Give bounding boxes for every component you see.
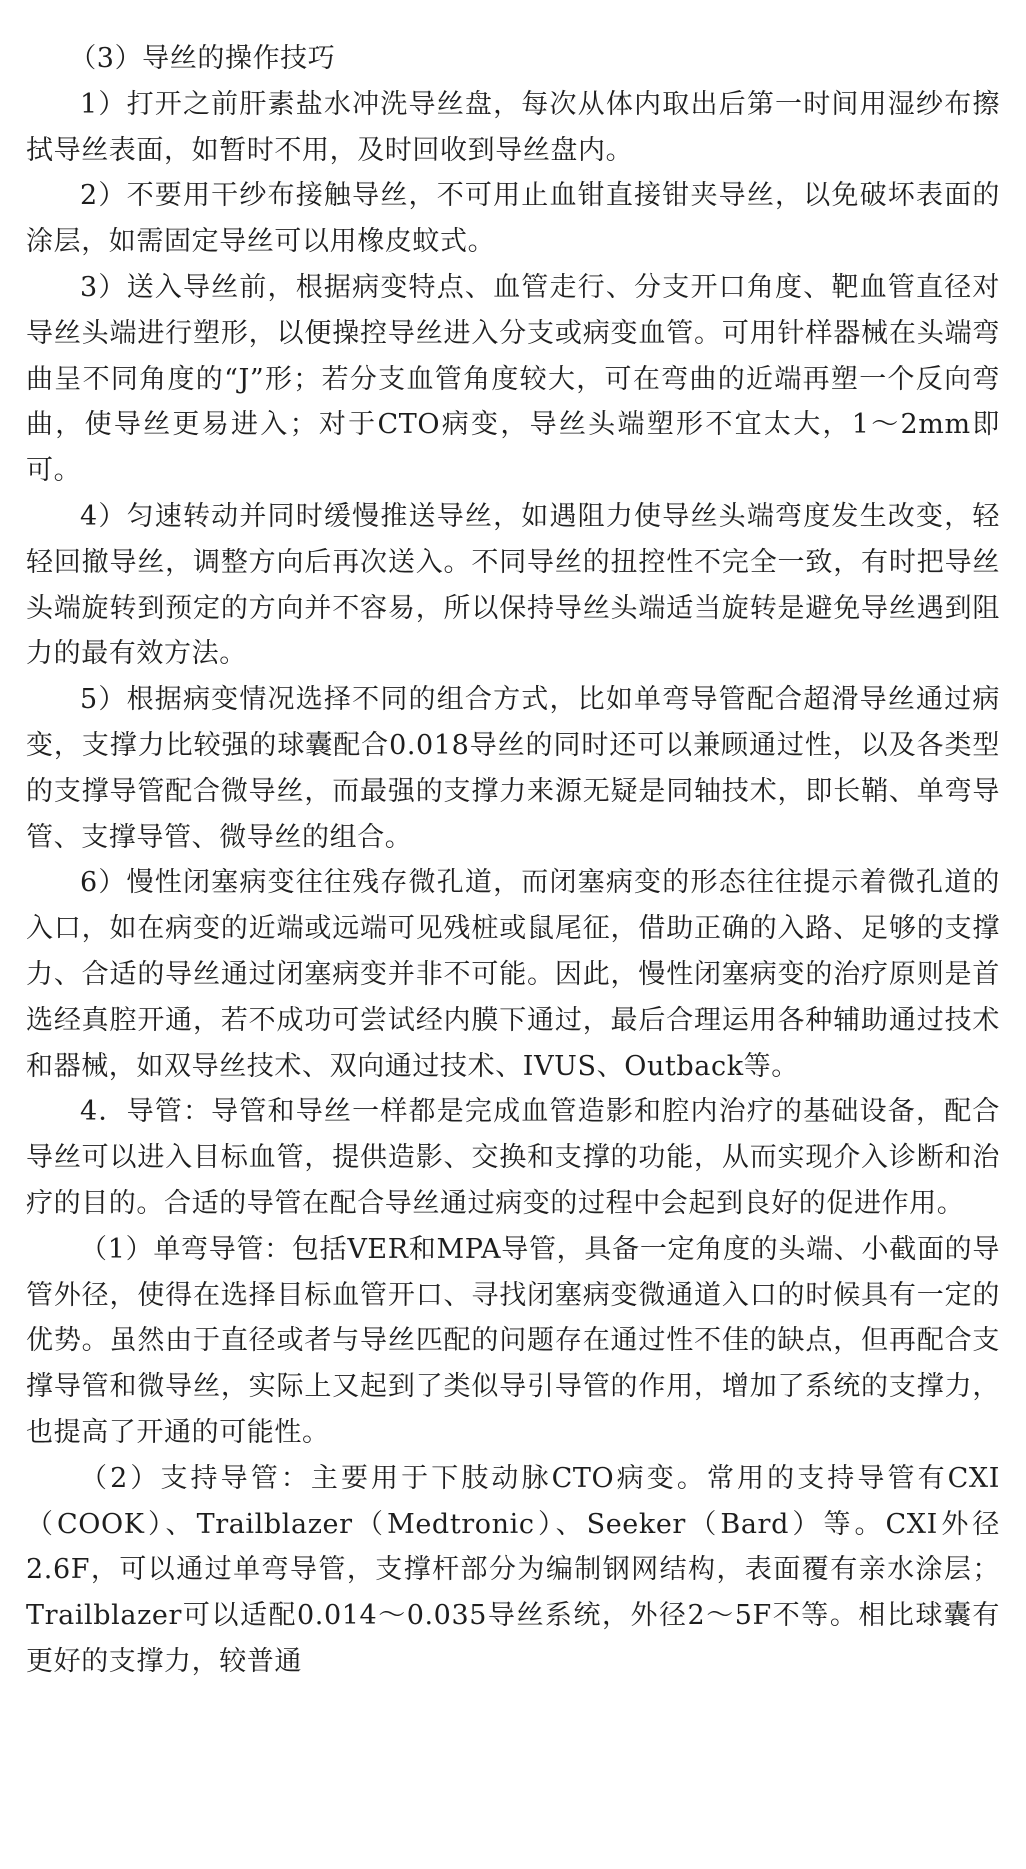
- paragraph-tip-3: 3）送入导丝前，根据病变特点、血管走行、分支开口角度、靶血管直径对导丝头端进行塑形，以便操控导丝进入分支或病变血管。可用针样器械在头端弯曲呈不同角度的“J”形；若分支血管角度较大，可在弯曲的近端再塑一个反向弯曲，使导丝更易进入；对于CTO病变，导丝头端塑形不宜太大，1～2mm即可。: [26, 271, 1000, 487]
- paragraph-tip-2: 2）不要用干纱布接触导丝，不可用止血钳直接钳夹导丝，以免破坏表面的涂层，如需固定导丝可以用橡皮蚊式。: [26, 180, 1000, 258]
- paragraph-support-catheter: （2）支持导管：主要用于下肢动脉CTO病变。常用的支持导管有CXI（COOK）、Trailblazer（Medtronic）、Seeker（Bard）等。CXI外径2.6F，可以通过单弯导管，支撑杆部分为编制钢网结构，表面覆有亲水涂层；Trailblazer可以适配0.014～0.035导丝系统，外径2～5F不等。相比球囊有更好的支撑力，较普通: [26, 1462, 1000, 1677]
- section-heading: （3）导丝的操作技巧: [69, 43, 336, 74]
- paragraph-tip-1: 1）打开之前肝素盐水冲洗导丝盘，每次从体内取出后第一时间用湿纱布擦拭导丝表面，如暂时不用，及时回收到导丝盘内。: [26, 88, 1000, 166]
- paragraph-single-bend-catheter: （1）单弯导管：包括VER和MPA导管，具备一定角度的头端、小截面的导管外径，使得在选择目标血管开口、寻找闭塞病变微通道入口的时候具有一定的优势。虽然由于直径或者与导丝匹配的问题存在通过性不佳的缺点，但再配合支撑导管和微导丝，实际上又起到了类似导引导管的作用，增加了系统的支撑力，也提高了开通的可能性。: [26, 1233, 1000, 1448]
- paragraph-tip-5: 5）根据病变情况选择不同的组合方式，比如单弯导管配合超滑导丝通过病变，支撑力比较强的球囊配合0.018导丝的同时还可以兼顾通过性，以及各类型的支撑导管配合微导丝，而最强的支撑力来源无疑是同轴技术，即长鞘、单弯导管、支撑导管、微导丝的组合。: [26, 684, 1000, 853]
- paragraph-tip-6: 6）慢性闭塞病变往往残存微孔道，而闭塞病变的形态往往提示着微孔道的入口，如在病变的近端或远端可见残桩或鼠尾征，借助正确的入路、足够的支撑力、合适的导丝通过闭塞病变并非不可能。因此，慢性闭塞病变的治疗原则是首选经真腔开通，若不成功可尝试经内膜下通过，最后合理运用各种辅助通过技术和器械，如双导丝技术、双向通过技术、IVUS、Outback等。: [26, 867, 1000, 1082]
- paragraph-tip-4: 4）匀速转动并同时缓慢推送导丝，如遇阻力使导丝头端弯度发生改变，轻轻回撤导丝，调整方向后再次送入。不同导丝的扭控性不完全一致，有时把导丝头端旋转到预定的方向并不容易，所以保持导丝头端适当旋转是避免导丝遇到阻力的最有效方法。: [26, 500, 1000, 670]
- paragraph-catheter-intro: 4．导管：导管和导丝一样都是完成血管造影和腔内治疗的基础设备，配合导丝可以进入目标血管，提供造影、交换和支撑的功能，从而实现介入诊断和治疗的目的。合适的导管在配合导丝通过病变的过程中会起到良好的促进作用。: [26, 1096, 1000, 1219]
